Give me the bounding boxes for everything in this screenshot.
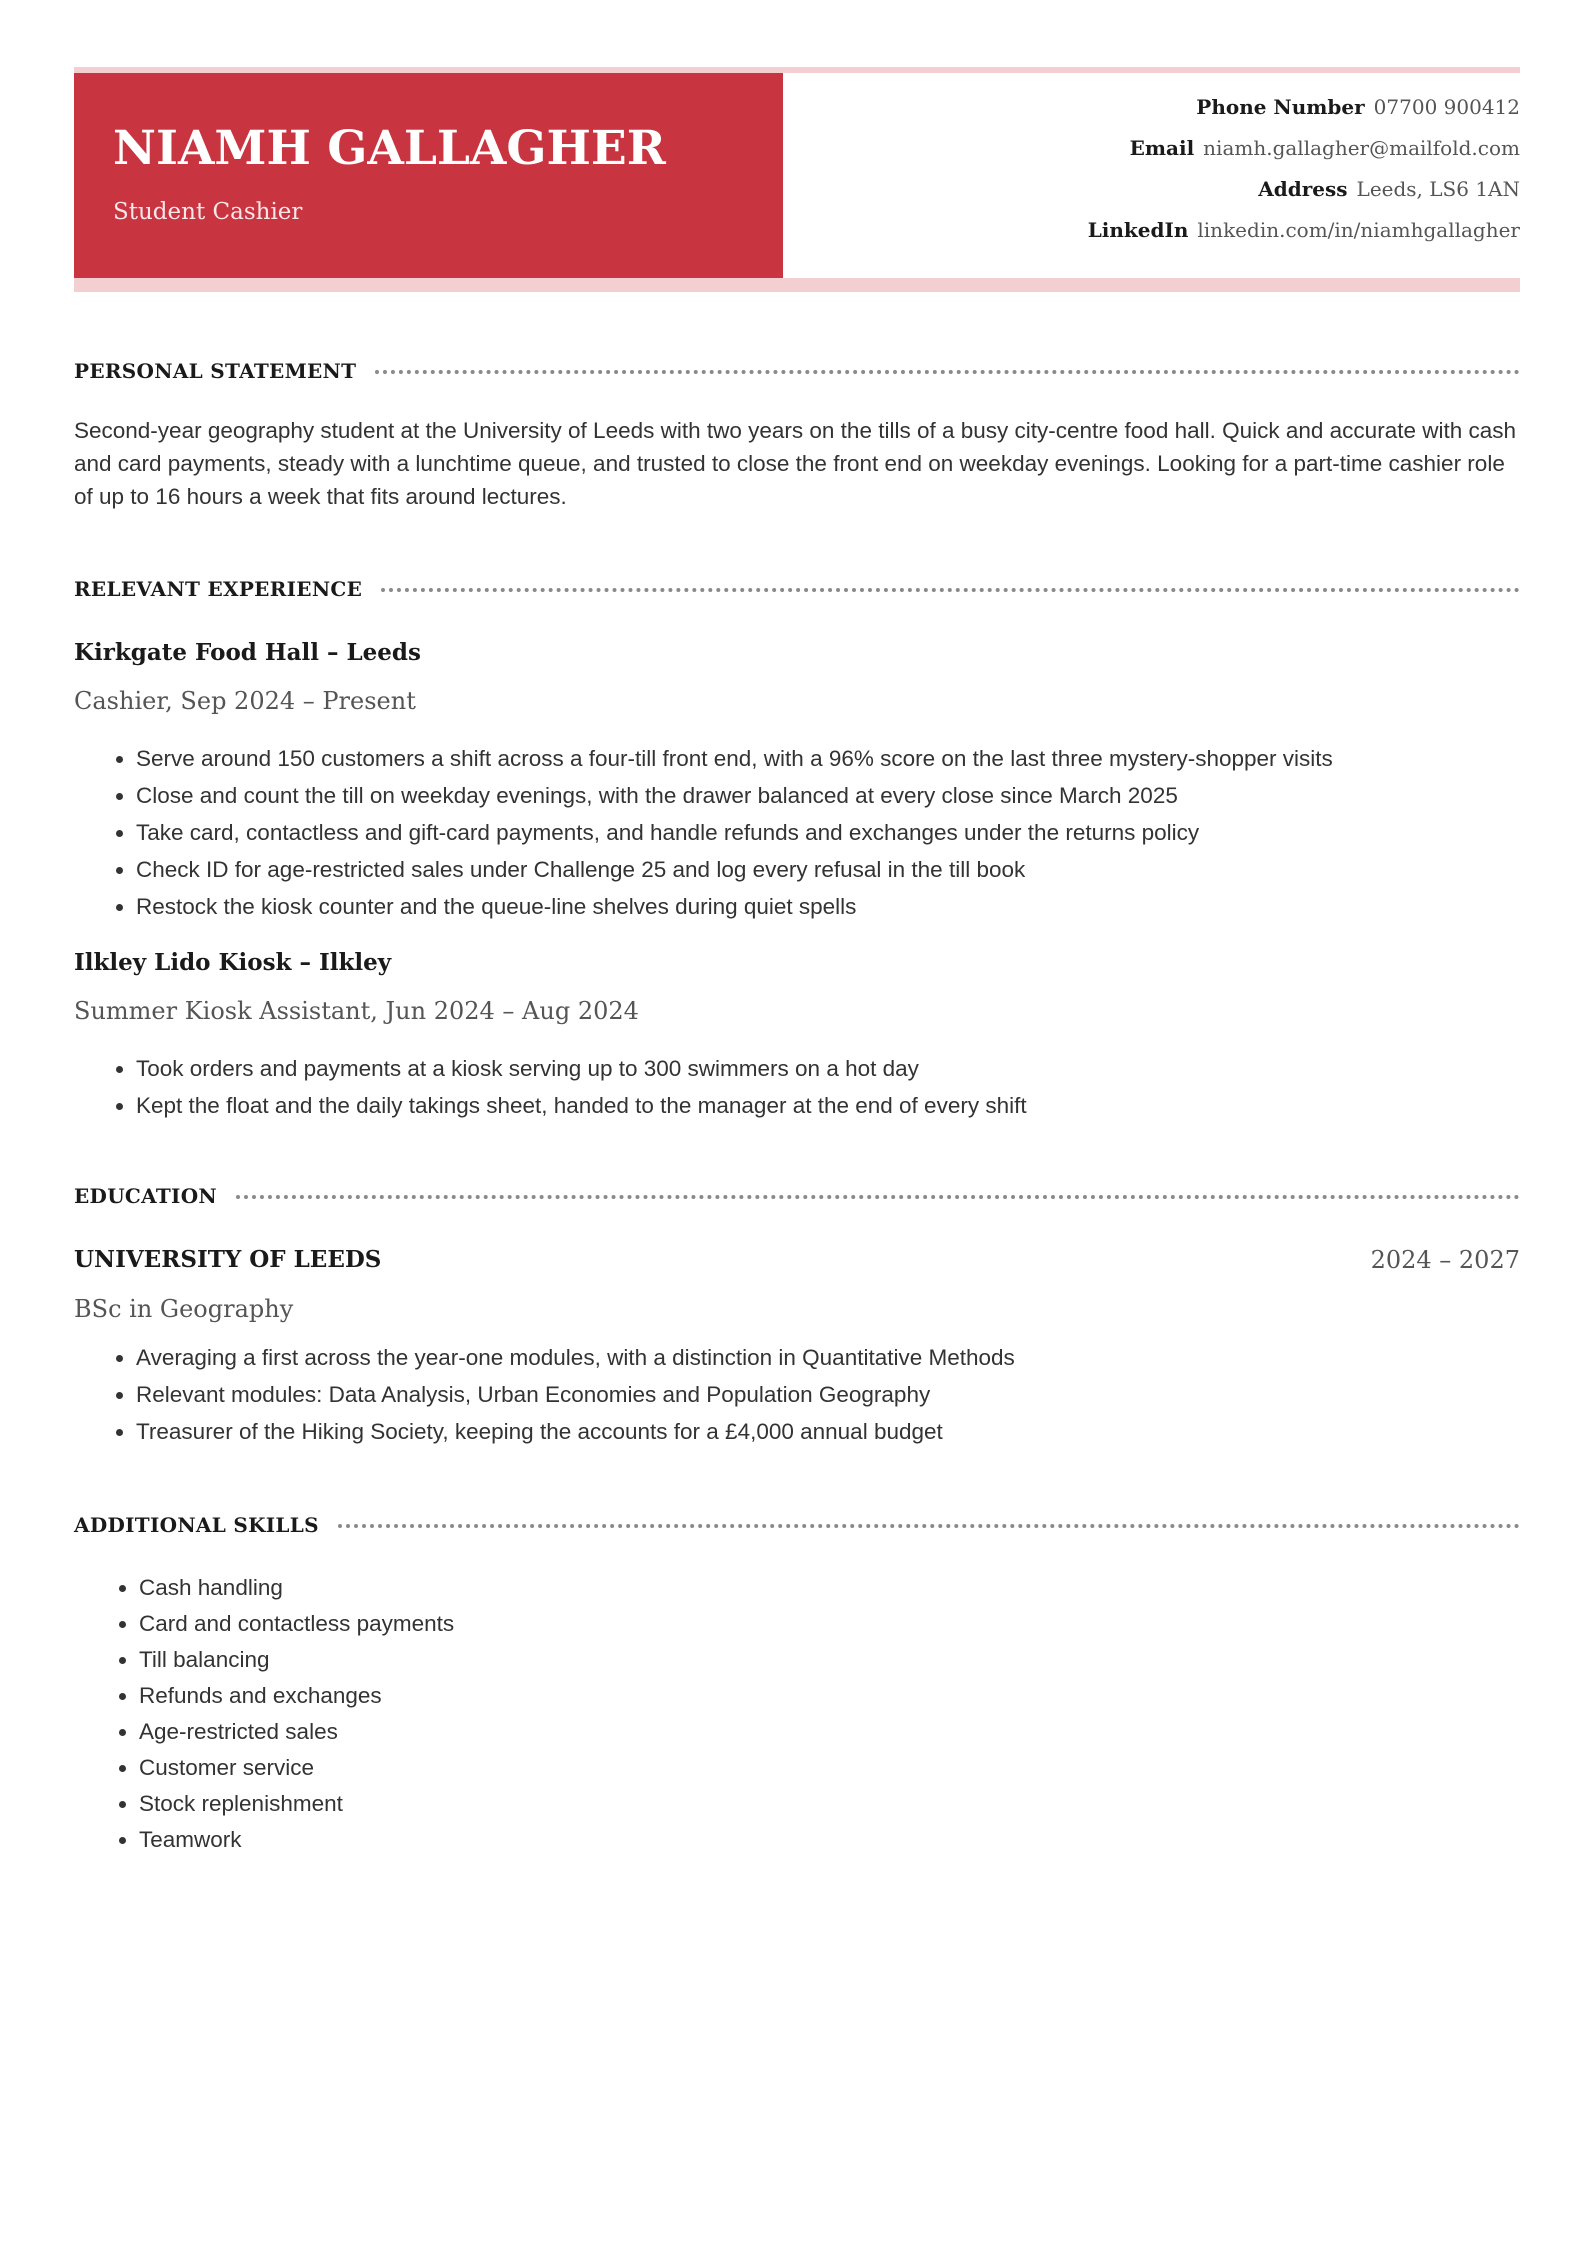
candidate-role: Student Cashier [113,199,303,225]
education-dates: 2024 – 2027 [1370,1246,1520,1274]
section-heading-skills [74,1512,1520,1538]
list-item: • Kept the float and the daily takings sheet, handed to the manager at the end of every shift [136,1087,1027,1124]
skill-item: • Cash handling [139,1570,454,1606]
section-heading-education [74,1183,1520,1209]
list-item: • Relevant modules: Data Analysis, Urban Economies and Population Geography [136,1376,1015,1413]
skill-item: • Stock replenishment [139,1786,454,1822]
skill-item: • Age-restricted sales [139,1714,454,1750]
dotted-divider [338,1524,1520,1528]
section-title: RELEVANT EXPERIENCE [74,577,363,601]
skill-item: • Teamwork [139,1822,454,1858]
contact-label: Address [1258,177,1348,201]
resume-header [74,67,1520,292]
list-item: • Take card, contactless and gift-card payments, and handle refunds and exchanges under the returns policy [136,814,1333,851]
personal-statement-text: Second-year geography student at the University of Leeds with two years on the tills of a busy city-centre food hall. Quick and accurate with cash and card payments, steady with a lunchtime queue, and trusted to close the front end on weekday evenings. Looking for a part-time cashier role of up to 16 hours a week that fits around lectures. [74,418,1517,509]
job-org: Ilkley Lido Kiosk – Ilkley [74,949,392,976]
contact-label: LinkedIn [1087,218,1189,242]
address-value: Leeds, LS6 1AN [1356,177,1520,201]
dotted-divider [381,588,1520,592]
job-role-dates: Cashier, Sep 2024 – Present [74,687,416,715]
job-org: Kirkgate Food Hall – Leeds [74,639,421,666]
linkedin-value: linkedin.com/in/niamhgallagher [1197,218,1520,242]
section-title: ADDITIONAL SKILLS [74,1513,319,1537]
contact-label: Phone Number [1196,95,1365,119]
job-role-dates: Summer Kiosk Assistant, Jun 2024 – Aug 2024 [74,997,639,1025]
list-item: • Check ID for age-restricted sales under Challenge 25 and log every refusal in the till book [136,851,1333,888]
section-title: PERSONAL STATEMENT [74,359,357,383]
header-bottom-rule [74,278,1520,292]
skill-item: • Card and contactless payments [139,1606,454,1642]
contact-phone [1088,95,1520,136]
education-degree: BSc in Geography [74,1295,294,1323]
contact-label: Email [1129,136,1195,160]
education-bullets [74,1339,1015,1450]
dotted-divider [375,370,1520,374]
education-institution: UNIVERSITY OF LEEDS [74,1246,382,1273]
skill-item: • Till balancing [139,1642,454,1678]
section-heading-experience [74,576,1520,602]
job-bullets [74,740,1333,925]
dotted-divider [236,1195,1520,1199]
list-item: • Close and count the till on weekday evenings, with the drawer balanced at every close since March 2025 [136,777,1333,814]
list-item: • Took orders and payments at a kiosk serving up to 300 swimmers on a hot day [136,1050,1027,1087]
section-title: EDUCATION [74,1184,218,1208]
skill-item: • Customer service [139,1750,454,1786]
contact-email [1088,136,1520,177]
skills-list [74,1570,454,1858]
skill-item: • Refunds and exchanges [139,1678,454,1714]
section-heading-personal-statement [74,358,1520,384]
list-item: • Restock the kiosk counter and the queue-line shelves during quiet spells [136,888,1333,925]
list-item: • Treasurer of the Hiking Society, keeping the accounts for a £4,000 annual budget [136,1413,1015,1450]
phone-value: 07700 900412 [1373,95,1520,119]
name-banner [74,73,783,278]
contact-details [1088,95,1520,259]
list-item: • Serve around 150 customers a shift across a four-till front end, with a 96% score on the last three mystery-shopper visits [136,740,1333,777]
candidate-name: NIAMH GALLAGHER [113,121,666,176]
list-item: • Averaging a first across the year-one modules, with a distinction in Quantitative Methods [136,1339,1015,1376]
email-value: niamh.gallagher@mailfold.com [1203,136,1520,160]
job-bullets [74,1050,1027,1124]
contact-address [1088,177,1520,218]
contact-linkedin [1088,218,1520,259]
